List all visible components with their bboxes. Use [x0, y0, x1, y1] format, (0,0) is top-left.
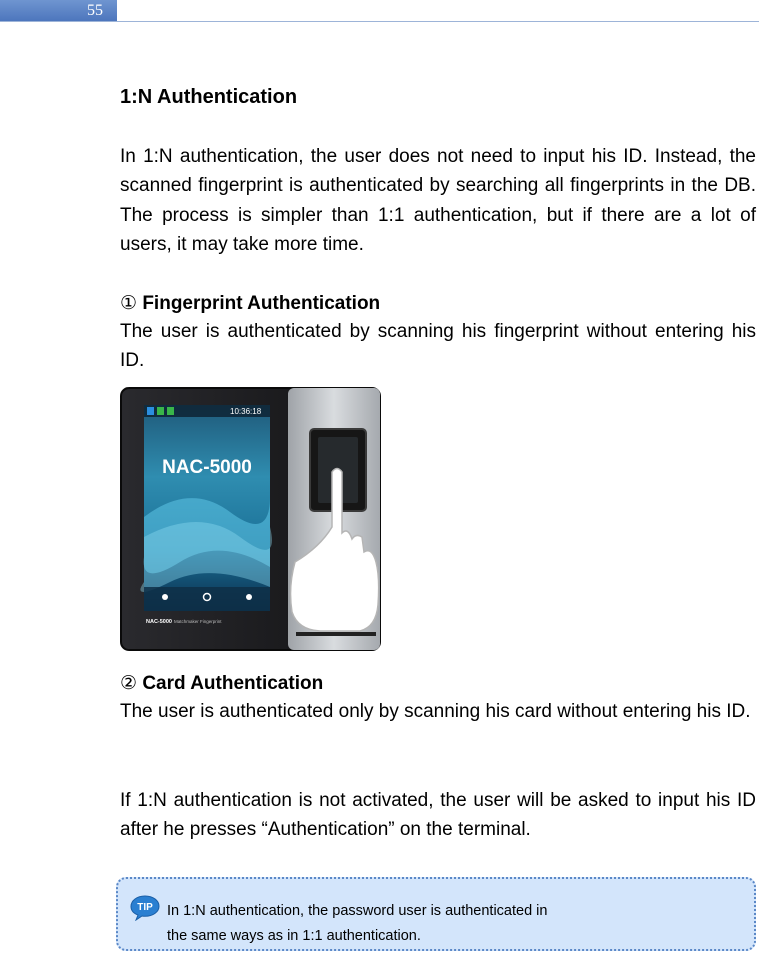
tip-box	[116, 877, 756, 951]
card-body: The user is authenticated only by scanning his card without entering his ID.	[120, 701, 751, 722]
in-icon	[246, 594, 252, 600]
fingerprint-title: Fingerprint Authentication	[142, 293, 381, 314]
card-heading	[120, 669, 323, 698]
status-icon-2	[157, 407, 164, 415]
out-icon	[162, 594, 168, 600]
tip-line-1: In 1:N authentication, the password user is authenticated in	[167, 903, 548, 919]
status-icon-3	[167, 407, 174, 415]
device-model-label: NAC-5000	[146, 619, 172, 625]
tip-line-2: the same ways as in 1:1 authentication.	[167, 928, 421, 944]
page-number-tab	[0, 0, 117, 21]
device-foot	[296, 632, 376, 636]
fingerprint-heading	[120, 289, 380, 318]
card-number: ②	[120, 673, 138, 694]
intro-paragraph: In 1:N authentication, the user does not need to input his ID. Instead, the scanned fingerprint is authenticated by searching all fingerprints in the DB. The process is simpler than 1:1 authentication, but if there are a lot of users, it may take more time.	[120, 146, 756, 255]
status-icon-1	[147, 407, 154, 415]
page-number: 55	[87, 2, 103, 19]
tip-icon-label: TIP	[137, 902, 153, 913]
card-title: Card Authentication	[142, 673, 324, 694]
screen-time: 10:36:18	[230, 407, 262, 416]
fingerprint-number: ①	[120, 293, 138, 314]
tip-text	[167, 899, 547, 949]
header-rule	[0, 21, 759, 22]
tip-icon	[130, 895, 160, 921]
screen-brand: NAC-5000	[162, 457, 252, 478]
nac-5000-device-image	[120, 387, 381, 651]
fingerprint-body: The user is authenticated by scanning his fingerprint without entering his ID.	[120, 321, 756, 372]
closing-paragraph: If 1:N authentication is not activated, the user will be asked to input his ID after he presses “Authentication” on the terminal.	[120, 790, 756, 841]
device-model-sub: Matchmaker Fingerprint	[174, 619, 222, 624]
section-title: 1:N Authentication	[120, 86, 298, 108]
